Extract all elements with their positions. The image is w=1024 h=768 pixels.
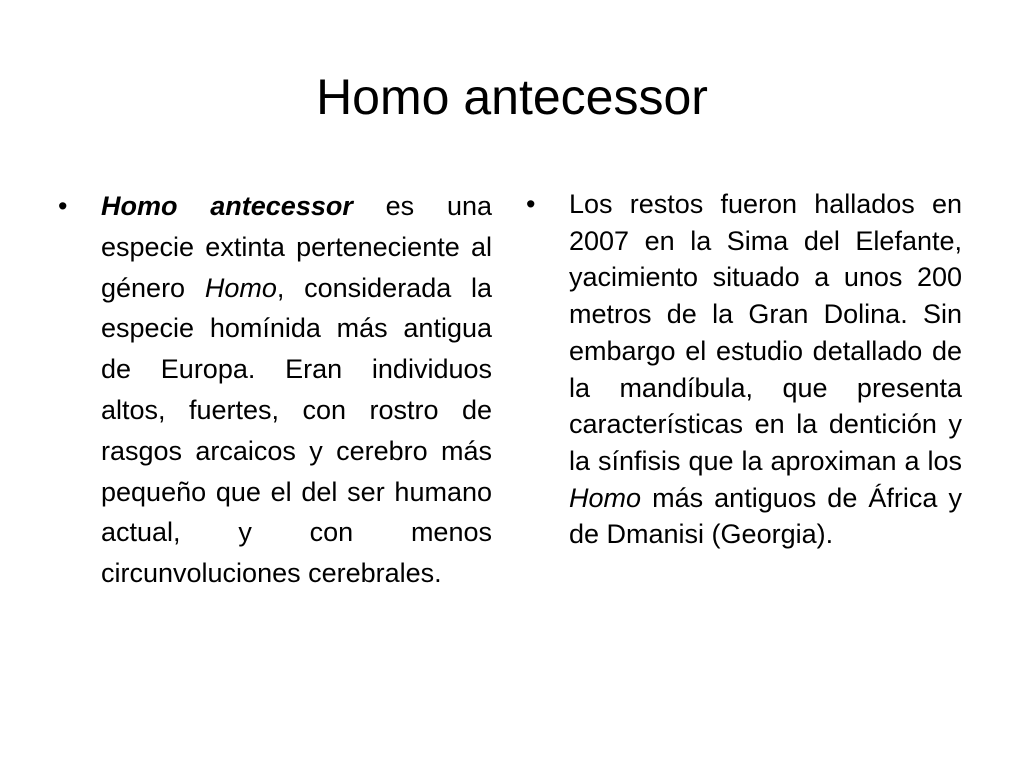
genus-name: Homo bbox=[204, 272, 277, 303]
right-text-part2: más antiguos de África y de Dmanisi (Georgia). bbox=[569, 482, 962, 550]
left-bullet-text bbox=[101, 191, 492, 588]
left-text-part2: , considerada la especie homínida más antigua de Europa. Eran individuos altos, fuertes, con rostro de rasgos arcaicos y cerebro más pequeño que el del ser humano actual, y con menos circunvoluciones cerebrales. bbox=[101, 272, 493, 589]
left-text-part1: es una especie extinta perteneciente al género bbox=[101, 191, 492, 303]
genus-name: Homo bbox=[569, 482, 642, 513]
species-name: Homo antecessor bbox=[101, 191, 353, 221]
bullet-icon: • bbox=[58, 191, 68, 221]
slide-title: Homo antecessor bbox=[316, 69, 708, 125]
bullet-icon: • bbox=[526, 189, 536, 219]
right-bullet-text bbox=[569, 189, 962, 549]
right-bullet-item bbox=[520, 186, 962, 553]
left-column bbox=[52, 186, 492, 594]
right-text-part1: Los restos fueron hallados en 2007 en la Sima del Elefante, yacimiento situado a unos 200 metros de la Gran Dolina. Sin embargo el estudio detallado de la mandíbula, que presenta características en la dentición y la sínfisis que la aproximan a los bbox=[569, 189, 962, 476]
right-column bbox=[520, 186, 962, 553]
left-bullet-item bbox=[52, 186, 492, 594]
